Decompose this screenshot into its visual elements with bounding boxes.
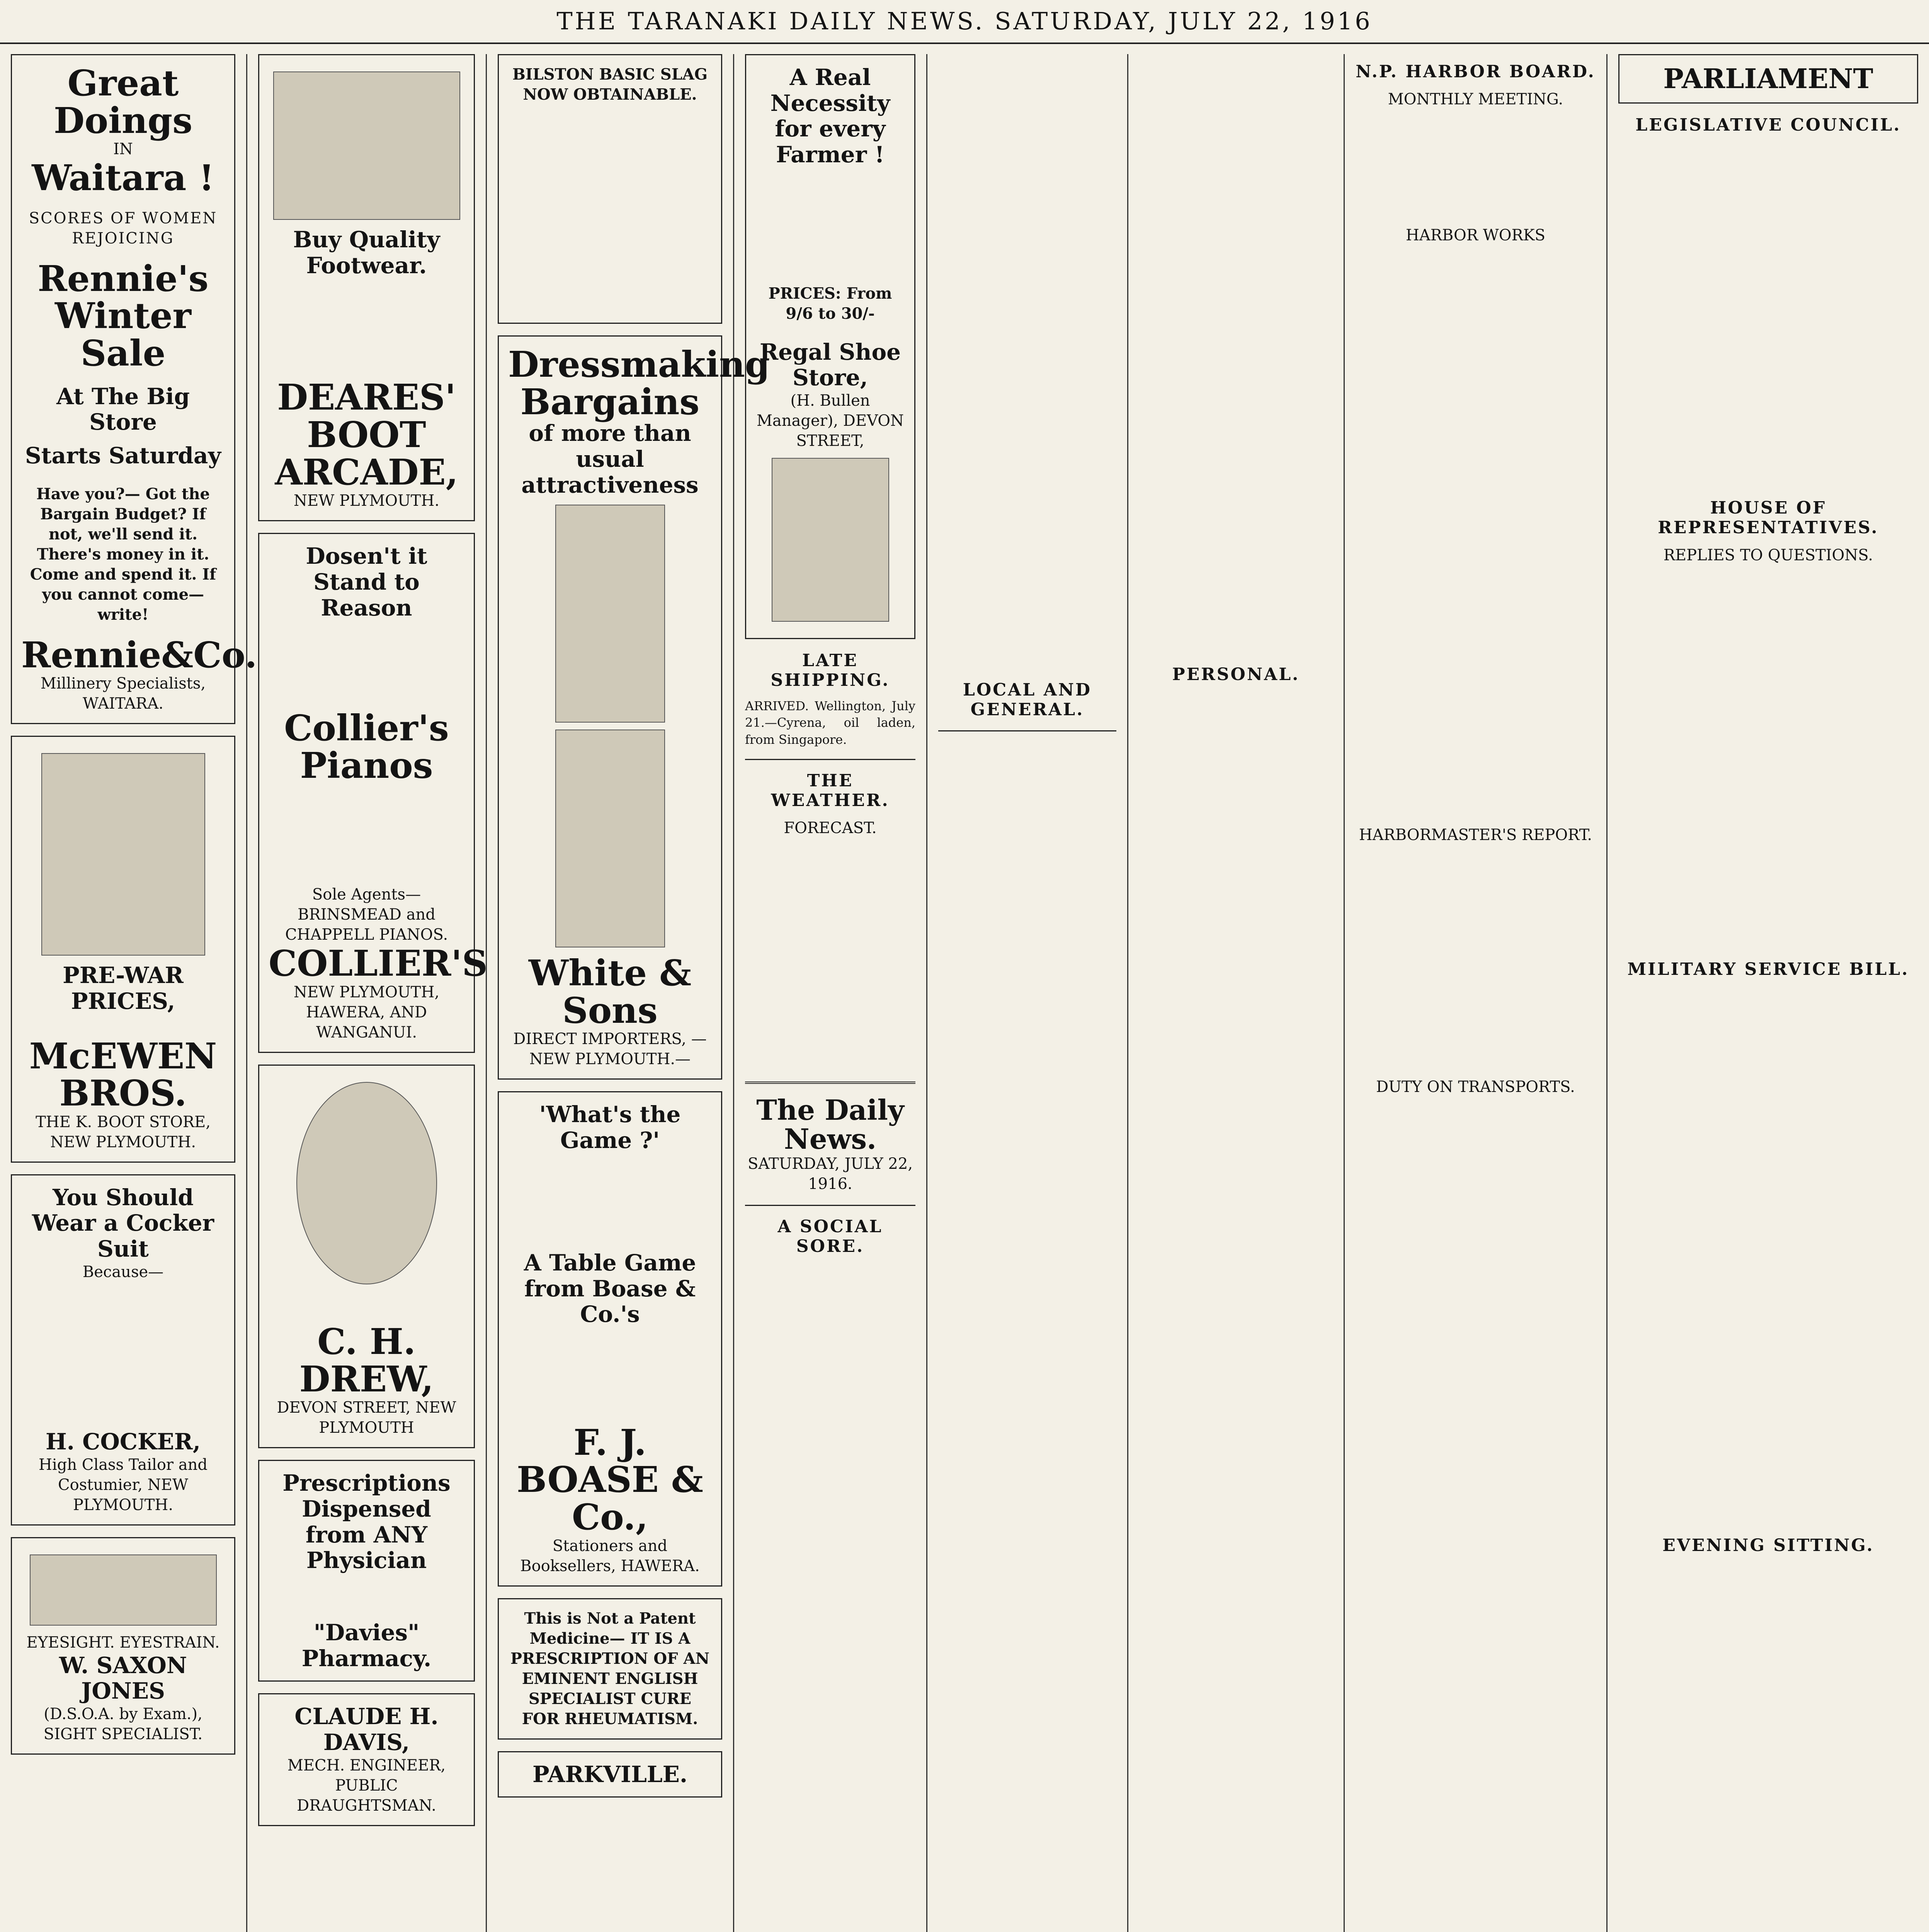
davies-ad bbox=[258, 1460, 475, 1682]
mcewen-name: McEWEN BROS. bbox=[29, 1035, 217, 1114]
harbor-title: N.P. HARBOR BOARD. bbox=[1356, 62, 1596, 82]
davis-name: CLAUDE H. DAVIS, bbox=[294, 1703, 439, 1755]
boase-name: F. J. BOASE & Co., bbox=[517, 1421, 703, 1538]
regal-title: A Real Necessity for every Farmer ! bbox=[770, 64, 890, 168]
deares-title: Buy Quality Footwear. bbox=[293, 226, 440, 279]
boase-sub: Stationers and Booksellers, HAWERA. bbox=[520, 1537, 700, 1575]
masthead: THE TARANAKI DAILY NEWS. SATURDAY, JULY 22, 1916 bbox=[0, 0, 1929, 44]
dressmaking-ad bbox=[498, 335, 770, 1080]
shipping-text: ARRIVED. Wellington, July 21.—Cyrena, oil laden, from Singapore. bbox=[745, 699, 915, 747]
slag-title: BILSTON BASIC SLAG NOW OBTAINABLE. bbox=[512, 65, 708, 104]
regal-prices: PRICES: From 9/6 to 30/- bbox=[768, 284, 892, 323]
column-4 bbox=[734, 54, 927, 1932]
slag-body bbox=[508, 105, 712, 313]
deares-ad bbox=[258, 54, 475, 521]
parl-title: PARLIAMENT bbox=[1663, 63, 1873, 95]
shoe-illustration bbox=[273, 71, 460, 220]
saxon-ad bbox=[11, 1537, 235, 1755]
white-name: White & Sons bbox=[528, 952, 692, 1031]
column-2 bbox=[247, 54, 487, 1932]
rennie-budget: Have you?— Got the Bargain Budget? If not, we'll send it. There's money in it. Come and spend it. If you cannot come— write! bbox=[30, 485, 216, 624]
collier-agents: Sole Agents— BRINSMEAD and CHAPPELL PIANOS. bbox=[285, 886, 448, 944]
collier-ad bbox=[258, 533, 488, 1053]
spectacles-illustration bbox=[30, 1554, 217, 1626]
regal-name: Regal Shoe Store, bbox=[759, 338, 901, 391]
weather-body bbox=[745, 838, 915, 1070]
boot-illustration bbox=[41, 753, 205, 956]
davies-name: "Davies" Pharmacy. bbox=[301, 1619, 432, 1672]
rheumatism-ad bbox=[498, 1598, 722, 1740]
weather-title: THE WEATHER. bbox=[771, 770, 890, 810]
col5-body-top bbox=[938, 54, 1116, 672]
house-title: HOUSE OF REPRESENTATIVES. bbox=[1658, 498, 1879, 537]
collier-addr: NEW PLYMOUTH, HAWERA, AND WANGANUI. bbox=[293, 983, 440, 1041]
collier-firm: COLLIER'S bbox=[269, 942, 488, 985]
collier-title: Dosen't it Stand to Reason bbox=[306, 543, 427, 621]
dress-sub: of more than usual attractiveness bbox=[521, 420, 699, 498]
questions: REPLIES TO QUESTIONS. bbox=[1663, 546, 1873, 564]
military-body bbox=[1618, 987, 1918, 1528]
drew-addr: DEVON STREET, NEW PLYMOUTH bbox=[277, 1399, 456, 1437]
rennie-name: Rennie&Co. bbox=[21, 634, 257, 676]
transports: DUTY ON TRANSPORTS. bbox=[1376, 1078, 1575, 1096]
transports-body bbox=[1356, 1097, 1596, 1932]
saxon-name: W. SAXON JONES bbox=[59, 1652, 187, 1704]
harbormaster-body bbox=[1356, 845, 1596, 1077]
regal-sub: (H. Bullen Manager), DEVON STREET, bbox=[756, 392, 904, 450]
cocker-ad bbox=[11, 1174, 235, 1526]
cocker-name: H. COCKER, bbox=[45, 1428, 201, 1455]
rennie-sub: Millinery Specialists, WAITARA. bbox=[40, 675, 206, 713]
cocker-title: You Should Wear a Cocker Suit bbox=[32, 1184, 214, 1262]
harbor-works: HARBOR WORKS bbox=[1406, 226, 1545, 244]
boot-illustration bbox=[772, 458, 889, 622]
boase-title: A Table Game from Boase & Co.'s bbox=[524, 1249, 696, 1328]
personal-title: PERSONAL. bbox=[1172, 665, 1300, 684]
davis-sub: MECH. ENGINEER, PUBLIC DRAUGHTSMAN. bbox=[287, 1756, 446, 1815]
slag-ad bbox=[498, 54, 722, 324]
military: MILITARY SERVICE BILL. bbox=[1627, 959, 1909, 979]
collier-name: Collier's Pianos bbox=[284, 707, 449, 786]
rennie-where: At The Big Store bbox=[56, 383, 190, 435]
column-3 bbox=[487, 54, 770, 1932]
cocker-sub: High Class Tailor and Costumier, NEW PLYMOUTH. bbox=[39, 1456, 208, 1514]
boase-ad bbox=[498, 1091, 722, 1586]
column-6 bbox=[1128, 54, 1345, 1932]
regal-ad bbox=[745, 54, 915, 639]
evening: EVENING SITTING. bbox=[1662, 1535, 1874, 1555]
drew-ad bbox=[258, 1065, 475, 1448]
deares-name: DEARES' BOOT ARCADE, bbox=[275, 376, 458, 493]
rennie-in: IN bbox=[113, 140, 133, 158]
mcewen-ad bbox=[11, 736, 235, 1163]
parkville-title: PARKVILLE. bbox=[532, 1761, 688, 1787]
mcewen-addr: THE K. BOOT STORE, NEW PLYMOUTH. bbox=[36, 1113, 211, 1151]
rennie-sale: Rennie's Winter Sale bbox=[37, 257, 209, 374]
harbormaster: HARBORMASTER'S REPORT. bbox=[1359, 826, 1592, 844]
column-8 bbox=[1608, 54, 1929, 1932]
parliament-header bbox=[1618, 54, 1918, 104]
drew-name: C. H. DREW, bbox=[299, 1321, 434, 1400]
local-title: LOCAL AND GENERAL. bbox=[963, 680, 1092, 719]
paper-name: The Daily News. bbox=[756, 1093, 904, 1156]
rennie-starts: Starts Saturday bbox=[25, 442, 221, 469]
weather-sub: FORECAST. bbox=[784, 819, 877, 837]
harbor-body bbox=[1356, 109, 1596, 225]
cocker-because: Because— bbox=[82, 1263, 164, 1281]
column-5 bbox=[927, 54, 1128, 1932]
rennie-title: Great Doings bbox=[53, 62, 193, 141]
davis-ad bbox=[258, 1693, 475, 1826]
column-7 bbox=[1345, 54, 1608, 1932]
davies-title: Prescriptions Dispensed from ANY Physician bbox=[282, 1470, 451, 1574]
watch-illustration bbox=[296, 1082, 437, 1284]
rennie-place: Waitara ! bbox=[32, 157, 214, 199]
questions-body bbox=[1618, 565, 1918, 952]
paper-date: SATURDAY, JULY 22, 1916. bbox=[747, 1155, 913, 1193]
parkville-ad bbox=[498, 1751, 722, 1798]
harbor-sub: MONTHLY MEETING. bbox=[1388, 90, 1563, 108]
rennie-ad bbox=[11, 54, 257, 724]
leg-title: LEGISLATIVE COUNCIL. bbox=[1635, 115, 1901, 135]
white-sub: DIRECT IMPORTERS, —NEW PLYMOUTH.— bbox=[513, 1030, 707, 1068]
rheum-title: This is Not a Patent Medicine— IT IS A PRESCRIPTION OF AN EMINENT ENGLISH SPECIALIST CURE FOR RHEUMATISM. bbox=[510, 1609, 710, 1728]
dress-illustration-2 bbox=[555, 730, 665, 947]
game-title: 'What's the Game ?' bbox=[539, 1101, 681, 1154]
works-body bbox=[1356, 245, 1596, 825]
col6-body-top bbox=[1139, 54, 1333, 657]
saxon-label: EYESIGHT. EYESTRAIN. bbox=[26, 1633, 220, 1651]
mcewen-prices: PRE-WAR PRICES, bbox=[63, 962, 184, 1014]
deares-addr: NEW PLYMOUTH. bbox=[293, 492, 440, 510]
rennie-scores: SCORES OF WOMEN REJOICING bbox=[29, 209, 218, 247]
dress-illustration-1 bbox=[555, 505, 665, 723]
dress-title: Dressmaking Bargains bbox=[508, 344, 770, 423]
column-1 bbox=[0, 54, 257, 1932]
leg-body bbox=[1618, 143, 1918, 490]
personal-body bbox=[1139, 692, 1333, 1932]
sore-title: A SOCIAL SORE. bbox=[777, 1216, 883, 1256]
saxon-sub: (D.S.O.A. by Exam.), SIGHT SPECIALIST. bbox=[43, 1705, 203, 1743]
shipping-title: LATE SHIPPING. bbox=[771, 651, 890, 690]
